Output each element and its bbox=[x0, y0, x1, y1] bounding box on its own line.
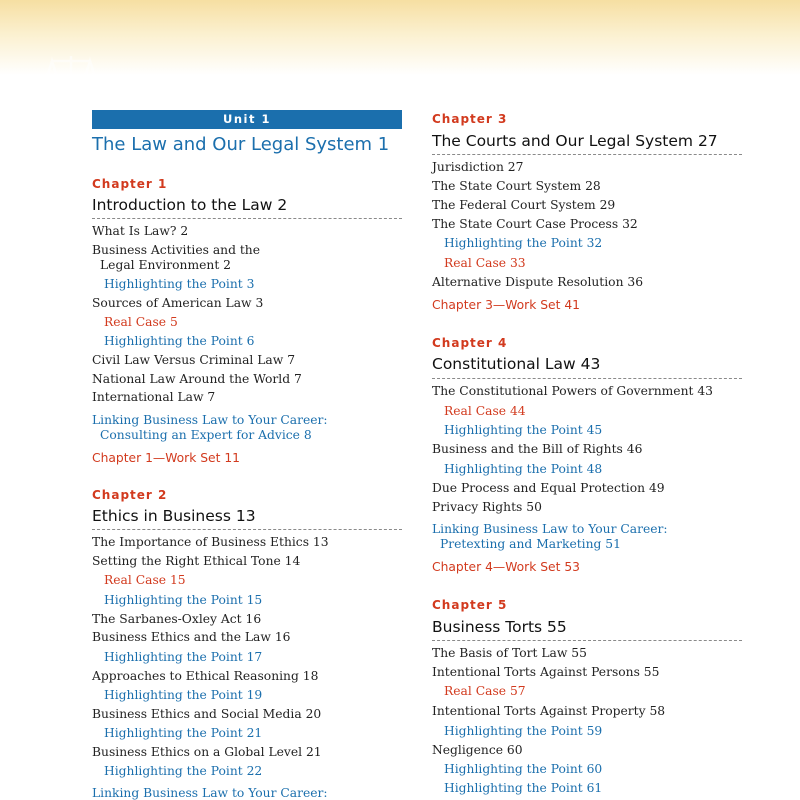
chapter-3-divider bbox=[432, 154, 742, 155]
toc-entry-highlight[interactable]: Highlighting the Point 3 bbox=[104, 277, 255, 291]
toc-entry[interactable]: Alternative Dispute Resolution 36 bbox=[432, 275, 644, 289]
toc-entry[interactable]: The Constitutional Powers of Government 43 bbox=[432, 384, 714, 398]
chapter-1-divider bbox=[92, 218, 402, 219]
chapter-2-title[interactable]: Ethics in Business 13 bbox=[92, 507, 256, 525]
toc-entry-real-case[interactable]: Real Case 33 bbox=[444, 256, 526, 270]
unit-label: Unit 1 bbox=[92, 110, 402, 129]
chapter-4-divider bbox=[432, 378, 742, 379]
toc-entry-career-link[interactable]: Consulting an Expert for Advice 8 bbox=[100, 428, 312, 442]
chapter-3-workset[interactable]: Chapter 3—Work Set 41 bbox=[432, 298, 580, 312]
toc-entry[interactable]: Negligence 60 bbox=[432, 743, 523, 757]
toc-entry-real-case[interactable]: Real Case 5 bbox=[104, 315, 178, 329]
scales-of-justice-icon bbox=[46, 52, 96, 88]
toc-entry[interactable]: Due Process and Equal Protection 49 bbox=[432, 481, 665, 495]
toc-entry[interactable]: The Importance of Business Ethics 13 bbox=[92, 535, 329, 549]
chapter-1-title[interactable]: Introduction to the Law 2 bbox=[92, 196, 288, 214]
chapter-2-label: Chapter 2 bbox=[92, 488, 168, 502]
toc-entry[interactable]: Sources of American Law 3 bbox=[92, 296, 264, 310]
toc-entry-highlight[interactable]: Highlighting the Point 45 bbox=[444, 423, 603, 437]
toc-entry-real-case[interactable]: Real Case 57 bbox=[444, 684, 526, 698]
toc-entry[interactable]: National Law Around the World 7 bbox=[92, 372, 302, 386]
chapter-2-divider bbox=[92, 529, 402, 530]
toc-entry[interactable]: What Is Law? 2 bbox=[92, 224, 189, 238]
chapter-5-title[interactable]: Business Torts 55 bbox=[432, 618, 567, 636]
toc-entry-highlight[interactable]: Highlighting the Point 48 bbox=[444, 462, 603, 476]
unit-title[interactable]: The Law and Our Legal System 1 bbox=[92, 134, 390, 155]
toc-entry-highlight[interactable]: Highlighting the Point 21 bbox=[104, 726, 263, 740]
toc-entry-highlight[interactable]: Highlighting the Point 60 bbox=[444, 762, 603, 776]
toc-entry-highlight[interactable]: Highlighting the Point 17 bbox=[104, 650, 263, 664]
toc-entry[interactable]: The Basis of Tort Law 55 bbox=[432, 646, 587, 660]
chapter-5-label: Chapter 5 bbox=[432, 598, 508, 612]
toc-entry-career-link[interactable]: Linking Business Law to Your Career: bbox=[432, 522, 668, 536]
chapter-1-workset[interactable]: Chapter 1—Work Set 11 bbox=[92, 451, 240, 465]
chapter-3-label: Chapter 3 bbox=[432, 112, 508, 126]
toc-entry-real-case[interactable]: Real Case 44 bbox=[444, 404, 526, 418]
toc-entry[interactable]: Intentional Torts Against Property 58 bbox=[432, 704, 666, 718]
toc-entry[interactable]: The Sarbanes-Oxley Act 16 bbox=[92, 612, 262, 626]
chapter-4-title[interactable]: Constitutional Law 43 bbox=[432, 355, 601, 373]
toc-entry[interactable]: Business Activities and the bbox=[92, 243, 260, 257]
toc-entry-highlight[interactable]: Highlighting the Point 32 bbox=[444, 236, 603, 250]
toc-entry[interactable]: The State Court System 28 bbox=[432, 179, 601, 193]
chapter-1-label: Chapter 1 bbox=[92, 177, 168, 191]
toc-entry[interactable]: International Law 7 bbox=[92, 390, 216, 404]
toc-entry-career-link[interactable]: Linking Business Law to Your Career: bbox=[92, 786, 328, 800]
toc-entry[interactable]: The Federal Court System 29 bbox=[432, 198, 616, 212]
toc-entry[interactable]: Business and the Bill of Rights 46 bbox=[432, 442, 643, 456]
toc-entry-career-link[interactable]: Linking Business Law to Your Career: bbox=[92, 413, 328, 427]
toc-entry-highlight[interactable]: Highlighting the Point 61 bbox=[444, 781, 603, 795]
toc-entry-highlight[interactable]: Highlighting the Point 19 bbox=[104, 688, 263, 702]
chapter-4-label: Chapter 4 bbox=[432, 336, 508, 350]
toc-entry[interactable]: Approaches to Ethical Reasoning 18 bbox=[92, 669, 319, 683]
toc-entry[interactable]: Business Ethics and the Law 16 bbox=[92, 630, 291, 644]
toc-entry[interactable]: Business Ethics on a Global Level 21 bbox=[92, 745, 322, 759]
toc-entry[interactable]: Legal Environment 2 bbox=[100, 258, 231, 272]
header-band bbox=[0, 0, 800, 75]
toc-entry-highlight[interactable]: Highlighting the Point 22 bbox=[104, 764, 263, 778]
toc-entry-real-case[interactable]: Real Case 15 bbox=[104, 573, 186, 587]
chapter-5-divider bbox=[432, 640, 742, 641]
toc-entry-highlight[interactable]: Highlighting the Point 6 bbox=[104, 334, 255, 348]
toc-entry[interactable]: Civil Law Versus Criminal Law 7 bbox=[92, 353, 296, 367]
toc-entry-highlight[interactable]: Highlighting the Point 15 bbox=[104, 593, 263, 607]
toc-entry[interactable]: Setting the Right Ethical Tone 14 bbox=[92, 554, 301, 568]
toc-entry-highlight[interactable]: Highlighting the Point 59 bbox=[444, 724, 603, 738]
toc-entry[interactable]: Business Ethics and Social Media 20 bbox=[92, 707, 322, 721]
toc-entry-career-link[interactable]: Pretexting and Marketing 51 bbox=[440, 537, 621, 551]
toc-entry[interactable]: Jurisdiction 27 bbox=[432, 160, 524, 174]
chapter-3-title[interactable]: The Courts and Our Legal System 27 bbox=[432, 132, 718, 150]
toc-entry[interactable]: Privacy Rights 50 bbox=[432, 500, 542, 514]
toc-entry[interactable]: The State Court Case Process 32 bbox=[432, 217, 638, 231]
chapter-4-workset[interactable]: Chapter 4—Work Set 53 bbox=[432, 560, 580, 574]
toc-entry[interactable]: Intentional Torts Against Persons 55 bbox=[432, 665, 660, 679]
